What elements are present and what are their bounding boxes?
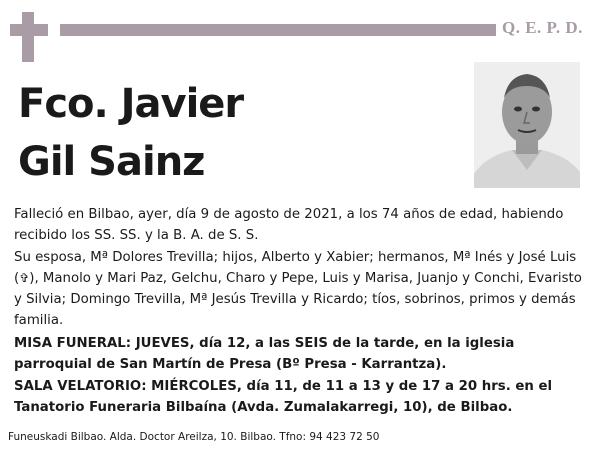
funeral-home-footer: Funeuskadi Bilbao. Alda. Doctor Areilza, 10. Bilbao. Tfno: 94 423 72 50 [8, 431, 380, 443]
wake-room-text: SALA VELATORIO: MIÉRCOLES, día 11, de 11 a 13 y de 17 a 20 hrs. en el Tanatorio Funeraria Bilbaína (Avda. Zumalakarregi, 10), de Bilbao. [14, 379, 553, 415]
death-notice-text: Falleció en Bilbao, ayer, día 9 de agosto de 2021, a los 74 años de edad, habiendo recibido los SS. SS. y la B. A. de S. S. [14, 207, 564, 243]
qepd-label: Q. E. P. D. [502, 18, 583, 37]
deceased-portrait-photo [474, 62, 580, 188]
deceased-cross-icon: ✞ [19, 271, 30, 285]
family-text-part2: ), Manolo y Mari Paz, Gelchu, Charo y Pepe, Luis y Marisa, Juanjo y Conchi, Evaristo y Silvia; Domingo Trevilla, Mª Jesús Trevilla y Ricardo; tíos, sobrinos, primos y demás familia. [14, 271, 582, 328]
funeral-mass-text: MISA FUNERAL: JUEVES, día 12, a las SEIS de la tarde, en la iglesia parroquial de San Martín de Presa (Bº Presa - Karrantza). [14, 336, 515, 372]
family-text-part1: Su esposa, Mª Dolores Trevilla; hijos, Alberto y Xabier; hermanos, Mª Inés y José Luis ( [14, 250, 577, 286]
portrait-illustration [474, 62, 580, 188]
cross-icon-horizontal [10, 24, 48, 36]
deceased-surname: Gil Sainz [18, 139, 205, 185]
cross-icon-vertical [22, 12, 34, 62]
header-divider-bar [60, 24, 496, 36]
family-text [14, 247, 588, 331]
deceased-first-name: Fco. Javier [18, 81, 244, 127]
